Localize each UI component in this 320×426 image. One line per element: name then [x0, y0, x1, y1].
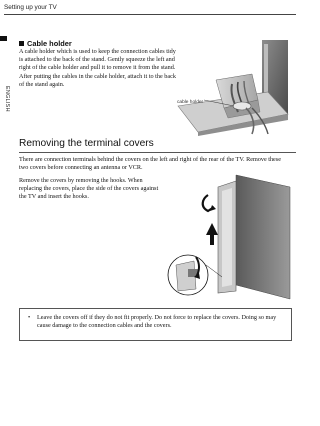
square-bullet-icon: [19, 41, 24, 46]
caution-note-box: [19, 308, 292, 341]
header-divider: [4, 14, 296, 15]
cable-holder-callout-label: cable holder: [177, 100, 204, 105]
note-bullet-icon: •: [28, 314, 31, 321]
terminal-covers-heading: Removing the terminal covers: [19, 138, 154, 149]
tv-rear-terminal-cover-illustration: [166, 173, 292, 301]
section-divider: [19, 152, 296, 153]
side-language-text: ENGLISH: [4, 86, 10, 112]
cable-holder-body: A cable holder which is used to keep the connection cables tidy is attached to the back of the stand. Gently squeeze the left and right of the cable holder and pull it to remove it from the stand. After putting the cables in the cable holder, attach it to the back of the stand again.: [19, 48, 176, 88]
terminal-covers-intro: There are connection terminals behind the covers on the left and right of the rear of the TV. Remove these two covers before connecting an antenna or VCR.: [19, 156, 281, 172]
terminal-covers-instructions: Remove the covers by removing the hooks. When replacing the covers, place the side of the covers against the TV and insert the hooks.: [19, 177, 159, 201]
page-header-title: Setting up your TV: [4, 4, 57, 11]
tv-stand-cable-holder-illustration: [172, 40, 290, 136]
side-tab-marker: [0, 36, 7, 41]
caution-note-text: Leave the covers off if they do not fit properly. Do not force to replace the covers. Doing so may cause damage to the connection cables and the covers.: [37, 314, 277, 330]
side-language-label: [3, 86, 11, 116]
cable-holder-heading: [19, 39, 72, 48]
cable-holder-title: Cable holder: [27, 39, 72, 48]
